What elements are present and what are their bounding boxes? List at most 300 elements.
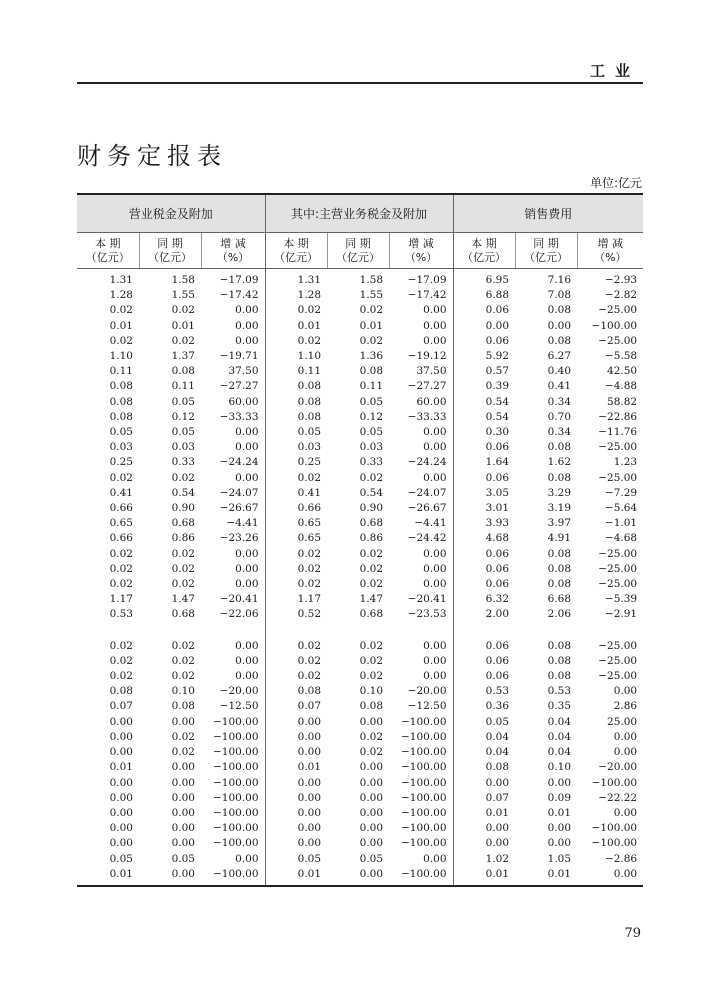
table-cell: −100.00: [401, 730, 447, 743]
table-cell: −4.41: [226, 517, 259, 530]
table-cell: −25.00: [598, 654, 638, 667]
table-cell: 1.05: [547, 852, 572, 865]
table-row: [77, 821, 643, 836]
column-header: [77, 233, 139, 269]
table-cell: 0.00: [453, 821, 515, 836]
table-cell: −25.00: [598, 334, 638, 347]
table-cell: 0.05: [453, 715, 515, 730]
table-cell: −25.00: [598, 547, 638, 560]
table-cell: 0.08: [547, 639, 572, 652]
table-cell: 0.41: [265, 486, 327, 501]
table-cell: 6.68: [547, 593, 572, 606]
table-cell: 3.29: [547, 486, 572, 499]
table-cell: [515, 623, 577, 639]
table-cell: 1.28: [265, 288, 327, 303]
table-cell: [577, 623, 643, 639]
table-cell: 0.00: [423, 304, 447, 317]
table-cell: 0.11: [109, 365, 133, 378]
table-cell: 0.00: [265, 836, 327, 851]
table-cell: [389, 623, 453, 639]
table-cell: 0.00: [235, 654, 259, 667]
table-cell: 0.34: [547, 426, 572, 439]
table-cell: 0.00: [359, 822, 384, 835]
table-cell: −100.00: [212, 730, 259, 743]
table-cell: 6.27: [547, 350, 572, 363]
table-cell: 0.00: [171, 761, 195, 774]
table-cell: −26.67: [407, 502, 447, 515]
table-cell: 0.00: [577, 867, 643, 886]
table-cell: 0.00: [139, 867, 201, 886]
table-row: [77, 776, 643, 791]
table-cell: 0.05: [171, 426, 195, 439]
table-cell: −100.00: [212, 791, 259, 804]
table-cell: 0.25: [109, 456, 133, 469]
table-cell: 0.11: [265, 364, 327, 379]
column-header: [327, 233, 389, 269]
table-cell: 0.00: [235, 304, 259, 317]
table-cell: 0.02: [359, 562, 384, 575]
table-cell: 0.00: [423, 471, 447, 484]
table-cell: 6.32: [453, 592, 515, 607]
table-cell: 0.02: [171, 547, 195, 560]
table-cell: 0.00: [235, 441, 259, 454]
table-cell: −12.50: [219, 700, 259, 713]
table-cell: 0.02: [109, 304, 133, 317]
table-cell: 0.02: [359, 578, 384, 591]
table-cell: 0.41: [547, 380, 572, 393]
column-header: [453, 233, 515, 269]
table-cell: 0.11: [171, 380, 195, 393]
table-cell: 0.05: [171, 852, 195, 865]
table-cell: 0.02: [171, 562, 195, 575]
table-cell: 0.33: [171, 456, 195, 469]
table-cell: 0.00: [423, 562, 447, 575]
table-cell: 0.02: [171, 654, 195, 667]
table-cell: 1.62: [547, 456, 572, 469]
table-cell: 0.00: [547, 822, 572, 835]
table-cell: 1.37: [171, 350, 195, 363]
table-row: [77, 395, 643, 410]
table-row: [77, 349, 643, 364]
table-cell: −7.29: [604, 486, 638, 499]
table-cell: −100.00: [212, 806, 259, 819]
table-cell: 0.02: [109, 639, 133, 652]
table-cell: −24.42: [407, 532, 447, 545]
table-cell: 0.04: [453, 745, 515, 760]
table-cell: 0.41: [109, 486, 133, 499]
table-row: [77, 531, 643, 546]
table-cell: −22.86: [598, 410, 638, 423]
table-row: [77, 639, 643, 654]
table-cell: 60.00: [228, 395, 259, 408]
table-cell: 0.08: [171, 700, 195, 713]
table-cell: [265, 623, 327, 639]
table-row: [77, 288, 643, 303]
table-cell: −100.00: [401, 837, 447, 850]
table-cell: 1.31: [109, 274, 133, 286]
table-row: [77, 760, 643, 775]
table-cell: 0.08: [547, 304, 572, 317]
table-cell: 2.00: [453, 607, 515, 622]
table-cell: −24.07: [219, 486, 259, 499]
table-cell: 0.08: [547, 334, 572, 347]
group-header: 营业税金及附加: [77, 194, 265, 233]
page-title: 财务定报表: [77, 142, 227, 171]
column-header-label: 同 期: [157, 236, 183, 250]
table-cell: 0.08: [453, 760, 515, 775]
table-cell: 0.01: [171, 319, 195, 332]
table-cell: 0.01: [547, 806, 572, 819]
group-header: 销售费用: [453, 194, 643, 233]
table-cell: −2.86: [604, 852, 638, 865]
table-cell: 0.06: [453, 547, 515, 562]
table-cell: 0.00: [109, 806, 133, 819]
table-cell: 0.00: [547, 837, 572, 850]
table-cell: [77, 623, 139, 639]
table-cell: 0.02: [265, 562, 327, 577]
table-cell: 0.05: [265, 852, 327, 867]
table-cell: 0.02: [171, 578, 195, 591]
table-cell: 0.02: [359, 654, 384, 667]
table-cell: −25.00: [598, 578, 638, 591]
table-cell: 0.00: [359, 837, 384, 850]
table-cell: −100.00: [212, 746, 259, 759]
page-number: 79: [624, 926, 641, 941]
table-row: [77, 654, 643, 669]
column-header-label: 本 期: [283, 236, 309, 250]
table-cell: 0.00: [359, 776, 384, 789]
table-cell: 0.00: [109, 837, 133, 850]
table-cell: 0.07: [109, 700, 133, 713]
table-cell: 0.01: [265, 319, 327, 334]
table-cell: 0.01: [453, 867, 515, 886]
table-cell: −25.00: [598, 441, 638, 454]
table-cell: −100.00: [212, 822, 259, 835]
table-cell: −23.53: [407, 608, 447, 621]
table-cell: 7.08: [547, 289, 572, 302]
table-cell: −100.00: [591, 822, 638, 835]
table-cell: 0.11: [359, 380, 384, 393]
table-cell: 0.36: [453, 699, 515, 714]
table-cell: 0.00: [423, 426, 447, 439]
table-cell: [139, 623, 201, 639]
table-cell: −20.41: [407, 593, 447, 606]
column-header-label: 同 期: [533, 236, 559, 250]
table-cell: 0.02: [265, 654, 327, 669]
table-row: [77, 486, 643, 501]
table-cell: 1.10: [109, 350, 133, 363]
table-row: [77, 669, 643, 684]
table-cell: −100.00: [212, 715, 259, 728]
table-cell: 60.00: [416, 395, 447, 408]
table-cell: −100.00: [401, 822, 447, 835]
table-cell: 0.65: [265, 531, 327, 546]
table-cell: 0.03: [109, 441, 133, 454]
table-cell: 0.66: [109, 532, 133, 545]
table-cell: 0.08: [109, 395, 133, 408]
table-cell: 0.08: [547, 670, 572, 683]
table-cell: 0.34: [547, 395, 572, 408]
table-cell: 0.02: [171, 730, 195, 743]
column-header-unit: （亿元）: [148, 250, 192, 264]
table-cell: 0.02: [109, 562, 133, 575]
table-cell: 0.08: [547, 654, 572, 667]
table-cell: 1.55: [171, 289, 195, 302]
table-cell: 0.02: [359, 334, 384, 347]
table-cell: 0.00: [109, 776, 133, 789]
table-cell: 0.39: [453, 379, 515, 394]
table-cell: 0.00: [235, 471, 259, 484]
table-cell: −2.82: [604, 289, 638, 302]
table-cell: −12.50: [407, 700, 447, 713]
table-cell: −24.24: [219, 456, 259, 469]
table-cell: 0.00: [359, 715, 384, 728]
table-cell: 0.66: [109, 502, 133, 515]
table-cell: 0.68: [171, 608, 195, 621]
table-cell: 0.04: [547, 730, 572, 743]
table-cell: −20.00: [407, 685, 447, 698]
table-cell: −25.00: [598, 471, 638, 484]
table-cell: 0.02: [359, 746, 384, 759]
table-cell: 25.00: [607, 715, 638, 728]
table-cell: 1.02: [453, 852, 515, 867]
table-cell: 0.00: [423, 852, 447, 865]
table-row: [77, 607, 643, 622]
table-cell: 0.53: [109, 608, 133, 621]
table-cell: 0.86: [171, 532, 195, 545]
table-cell: 1.64: [453, 455, 515, 470]
table-cell: 0.00: [265, 806, 327, 821]
table-cell: 6.95: [453, 269, 515, 289]
table-row-spacer: [77, 623, 643, 639]
table-cell: 0.06: [453, 303, 515, 318]
table-cell: 0.10: [359, 685, 384, 698]
table-row: [77, 547, 643, 562]
table-cell: −23.26: [219, 532, 259, 545]
table-row: [77, 836, 643, 851]
table-cell: 0.00: [613, 730, 638, 743]
table-cell: 3.19: [547, 502, 572, 515]
table-cell: −100.00: [401, 746, 447, 759]
table-cell: 0.05: [171, 395, 195, 408]
table-cell: 0.02: [109, 334, 133, 347]
table-cell: −4.41: [414, 517, 447, 530]
table-cell: 0.02: [171, 670, 195, 683]
table-cell: −100.00: [401, 715, 447, 728]
table-cell: −19.12: [407, 350, 447, 363]
table-cell: 0.00: [423, 639, 447, 652]
table-cell: 0.00: [235, 334, 259, 347]
column-header-unit: （亿元）: [85, 250, 130, 264]
table-cell: −24.07: [407, 486, 447, 499]
table-cell: 0.08: [109, 380, 133, 393]
table-cell: 0.02: [265, 577, 327, 592]
table-cell: −17.09: [407, 274, 447, 286]
table-row: [77, 852, 643, 867]
sub-header-row: [77, 233, 643, 269]
table-cell: 0.00: [423, 654, 447, 667]
table-cell: 0.00: [265, 730, 327, 745]
table-cell: −24.24: [407, 456, 447, 469]
group-header-row: [77, 194, 643, 233]
table-cell: 0.07: [265, 699, 327, 714]
table-row: [77, 303, 643, 318]
table-cell: −100.00: [401, 761, 447, 774]
column-header-label: 增 减: [597, 236, 624, 250]
table-cell: 0.08: [265, 410, 327, 425]
table-cell: 0.08: [547, 562, 572, 575]
table-cell: 0.00: [171, 837, 195, 850]
column-header: [515, 233, 577, 269]
table-cell: 0.08: [171, 365, 195, 378]
table-cell: 0.03: [359, 441, 384, 454]
table-cell: 0.54: [453, 410, 515, 425]
table-cell: 0.08: [109, 685, 133, 698]
table-cell: −100.00: [212, 837, 259, 850]
table-cell: 0.05: [109, 426, 133, 439]
table-cell: 1.23: [613, 456, 638, 469]
table-cell: 0.65: [109, 517, 133, 530]
table-cell: 0.02: [359, 304, 384, 317]
table-row: [77, 269, 643, 289]
table-cell: −20.00: [598, 761, 638, 774]
table-cell: 0.00: [265, 776, 327, 791]
table-cell: 0.68: [359, 517, 384, 530]
table-row: [77, 410, 643, 425]
section-tag: 工业: [589, 62, 640, 80]
table-cell: 0.06: [453, 440, 515, 455]
column-header-label: 本 期: [471, 236, 497, 250]
table-cell: 0.00: [359, 791, 384, 804]
table-cell: 5.92: [453, 349, 515, 364]
table-cell: 0.53: [453, 684, 515, 699]
table-row: [77, 501, 643, 516]
table-cell: 0.00: [327, 867, 389, 886]
table-row: [77, 699, 643, 714]
table-cell: 0.06: [453, 562, 515, 577]
table-cell: 0.06: [453, 334, 515, 349]
table-cell: 3.01: [453, 501, 515, 516]
table-cell: 0.08: [109, 410, 133, 423]
column-header: [139, 233, 201, 269]
table-cell: 0.02: [265, 471, 327, 486]
table-cell: 0.02: [109, 670, 133, 683]
table-cell: 1.17: [265, 592, 327, 607]
table-cell: 0.00: [423, 441, 447, 454]
table-cell: 0.40: [547, 365, 572, 378]
column-header-unit: （%）: [404, 250, 438, 264]
table-row: [77, 334, 643, 349]
table-cell: 3.05: [453, 486, 515, 501]
table-row: [77, 471, 643, 486]
table-cell: 1.28: [109, 289, 133, 302]
table-cell: 0.02: [265, 334, 327, 349]
table-cell: 0.01: [453, 806, 515, 821]
table-cell: 1.47: [171, 593, 195, 606]
table-cell: 0.02: [109, 578, 133, 591]
table-cell: 0.06: [453, 471, 515, 486]
table-cell: 42.50: [607, 365, 638, 378]
table-cell: −27.27: [219, 380, 259, 393]
table-cell: 0.00: [453, 836, 515, 851]
table-cell: 0.00: [613, 806, 638, 819]
table-row: [77, 592, 643, 607]
table-cell: 0.00: [109, 791, 133, 804]
table-cell: 0.02: [109, 471, 133, 484]
table-cell: 0.57: [453, 364, 515, 379]
table-row: [77, 867, 643, 886]
table-cell: 0.00: [547, 776, 572, 789]
table-cell: 1.10: [265, 349, 327, 364]
table-cell: 0.00: [423, 578, 447, 591]
table-cell: 0.00: [235, 319, 259, 332]
table-cell: 0.00: [235, 639, 259, 652]
table-cell: 0.09: [547, 791, 572, 804]
group-header: 其中:主营业务税金及附加: [265, 194, 453, 233]
table-cell: 0.01: [515, 867, 577, 886]
table-cell: −27.27: [407, 380, 447, 393]
table-row: [77, 791, 643, 806]
table-cell: −100.00: [591, 776, 638, 789]
table-cell: 0.12: [171, 410, 195, 423]
table-cell: −11.76: [598, 426, 638, 439]
table-row: [77, 745, 643, 760]
table-cell: −5.64: [604, 502, 638, 515]
table-cell: 0.54: [453, 395, 515, 410]
table-cell: 3.93: [453, 516, 515, 531]
table-cell: 0.33: [359, 456, 384, 469]
column-header-unit: （亿元）: [336, 250, 381, 264]
table-cell: 0.90: [171, 502, 195, 515]
table-cell: 0.00: [235, 562, 259, 575]
column-header: [577, 233, 643, 269]
table-cell: −25.00: [598, 304, 638, 317]
table-cell: −100.00: [201, 867, 265, 886]
table-cell: 0.02: [171, 304, 195, 317]
table-cell: −25.00: [598, 639, 638, 652]
table-cell: 0.06: [453, 654, 515, 669]
table-row: [77, 364, 643, 379]
table-cell: 0.05: [359, 426, 384, 439]
table-cell: −100.00: [591, 837, 638, 850]
table-cell: −17.42: [407, 289, 447, 302]
table-cell: −100.00: [591, 319, 638, 332]
table-cell: 0.00: [359, 806, 384, 819]
table-cell: 2.86: [613, 700, 638, 713]
table-body: [77, 269, 643, 886]
table-cell: [201, 623, 265, 639]
table-cell: −100.00: [401, 806, 447, 819]
table-cell: 0.01: [109, 319, 133, 332]
table-row: [77, 455, 643, 470]
table-cell: −1.01: [604, 517, 638, 530]
table-cell: 0.01: [265, 867, 327, 886]
column-header-unit: （亿元）: [524, 250, 569, 264]
table-cell: 1.58: [171, 274, 195, 286]
table-cell: −5.58: [604, 350, 638, 363]
table-cell: 4.68: [453, 531, 515, 546]
table-cell: 0.08: [547, 578, 572, 591]
column-header-unit: （%）: [594, 250, 627, 264]
table-cell: 0.01: [109, 761, 133, 774]
table-cell: 0.01: [77, 867, 139, 886]
table-cell: 0.00: [613, 685, 638, 698]
table-cell: 37.50: [228, 365, 259, 378]
table-cell: 0.08: [547, 471, 572, 484]
table-cell: 0.00: [171, 822, 195, 835]
table-cell: −20.41: [219, 593, 259, 606]
table-cell: 0.02: [109, 547, 133, 560]
